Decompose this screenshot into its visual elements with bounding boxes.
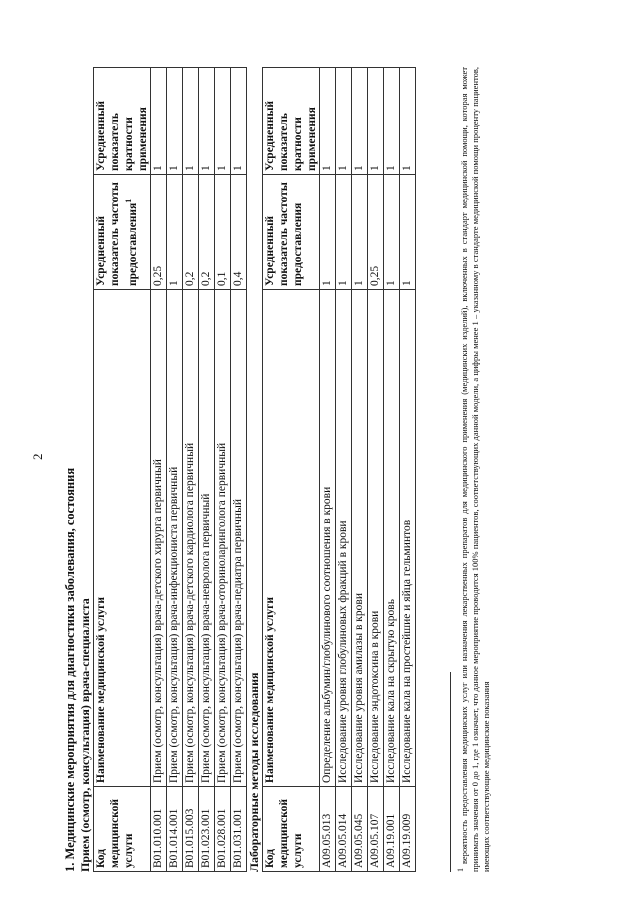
cell-code: A09.05.014	[336, 787, 352, 872]
table-row	[384, 68, 400, 872]
section-title: 1. Медицинские мероприятия для диагностики заболевания, состояния	[63, 467, 77, 872]
cell-name: Исследование уровня амилазы в крови	[352, 290, 368, 787]
table-row	[400, 68, 416, 872]
header-multiplicity: Усредненный показатель кратности применения	[94, 68, 151, 175]
cell-frequency: 1	[336, 175, 352, 290]
cell-code: A09.05.013	[320, 787, 336, 872]
cell-name: Исследование кала на скрытую кровь	[384, 290, 400, 787]
header-code: Код медицинской услуги	[94, 787, 151, 872]
footnote-text: вероятность предоставления медицинских услуг или назначения лекарственных препаратов для медицинского применения (медицинских изделий), включенных в стандарт медицинской помощи, которая может принимать значения от 0 до 1, где 1 означает, что данное мероприятие проводится 100% пациентов, соответствующих данной модели, а цифры менее 1 – указанному в стандарте медицинской помощи проценту пациентов, имеющих соответствующие медицинские показания	[458, 67, 491, 872]
table-header-row	[94, 68, 151, 872]
cell-multiplicity: 1	[199, 68, 215, 175]
cell-code: B01.028.001	[215, 787, 231, 872]
cell-frequency: 1	[320, 175, 336, 290]
cell-name: Исследование уровня глобулиновых фракций в крови	[336, 290, 352, 787]
table-row	[167, 68, 183, 872]
cell-frequency: 0,2	[183, 175, 199, 290]
rotated-page-content	[62, 64, 542, 872]
cell-frequency: 0,4	[231, 175, 247, 290]
cell-frequency: 1	[167, 175, 183, 290]
cell-name: Прием (осмотр, консультация) врача-детского кардиолога первичный	[183, 290, 199, 787]
cell-multiplicity: 1	[368, 68, 384, 175]
header-name: Наименование медицинской услуги	[94, 290, 151, 787]
table-row	[183, 68, 199, 872]
cell-multiplicity: 1	[384, 68, 400, 175]
table-row	[368, 68, 384, 872]
cell-multiplicity: 1	[320, 68, 336, 175]
cell-code: B01.023.001	[199, 787, 215, 872]
cell-code: B01.031.001	[231, 787, 247, 872]
cell-code: A09.05.045	[352, 787, 368, 872]
subsection-title-lab: Лабораторные методы исследования	[247, 672, 261, 872]
cell-name: Прием (осмотр, консультация) врача-инфекциониста первичный	[167, 290, 183, 787]
cell-multiplicity: 1	[167, 68, 183, 175]
cell-frequency: 1	[400, 175, 416, 290]
laboratory-methods-table	[262, 67, 416, 872]
header-code: Код медицинской услуги	[263, 787, 320, 872]
cell-multiplicity: 1	[231, 68, 247, 175]
cell-code: A09.19.009	[400, 787, 416, 872]
footnote-divider	[450, 672, 451, 872]
header-multiplicity: Усредненный показатель кратности применения	[263, 68, 320, 175]
footnote-marker: 1	[124, 198, 133, 203]
cell-multiplicity: 1	[352, 68, 368, 175]
cell-code: A09.19.001	[384, 787, 400, 872]
cell-multiplicity: 1	[215, 68, 231, 175]
table-row	[151, 68, 167, 872]
cell-frequency: 0,25	[368, 175, 384, 290]
cell-name: Определение альбумин/глобулинового соотношения в крови	[320, 290, 336, 787]
cell-code: B01.014.001	[167, 787, 183, 872]
table-row	[352, 68, 368, 872]
specialist-consultations-table	[93, 67, 247, 872]
cell-code: A09.05.107	[368, 787, 384, 872]
cell-name: Прием (осмотр, консультация) врача-невролога первичный	[199, 290, 215, 787]
subsection-title-specialist: Прием (осмотр, консультация) врача-специалиста	[78, 598, 92, 872]
table-row	[320, 68, 336, 872]
header-name: Наименование медицинской услуги	[263, 290, 320, 787]
table-row	[231, 68, 247, 872]
page-number: 2	[30, 453, 45, 460]
cell-frequency: 0,25	[151, 175, 167, 290]
cell-name: Исследование кала на простейшие и яйца гельминтов	[400, 290, 416, 787]
table-row	[199, 68, 215, 872]
cell-code: B01.015.003	[183, 787, 199, 872]
cell-name: Прием (осмотр, консультация) врача-оториноларинголога первичный	[215, 290, 231, 787]
cell-name: Прием (осмотр, консультация) врача-детского хирурга первичный	[151, 290, 167, 787]
table-header-row	[263, 68, 320, 872]
cell-name: Прием (осмотр, консультация) врача-педиатра первичный	[231, 290, 247, 787]
cell-frequency: 0,1	[215, 175, 231, 290]
cell-multiplicity: 1	[400, 68, 416, 175]
cell-name: Исследование эндотоксина в крови	[368, 290, 384, 787]
cell-multiplicity: 1	[183, 68, 199, 175]
footnote: 1 вероятность предоставления медицинских услуг или назначения лекарственных препаратов для медицинского применения (медицинских изделий), включенных в стандарт медицинской помощи, которая может принимать значения от 0 до 1, где 1 означает, что данное мероприятие проводится 100% пациентов, соответствующих данной модели, а цифры менее 1 – указанному в стандарте медицинской помощи проценту пациентов, имеющих соответствующие медицинские показания	[456, 67, 491, 872]
cell-code: B01.010.001	[151, 787, 167, 872]
table-row	[215, 68, 231, 872]
header-frequency: Усредненный показатель частоты предоставления	[263, 175, 320, 290]
table-row	[336, 68, 352, 872]
cell-frequency: 1	[352, 175, 368, 290]
cell-multiplicity: 1	[151, 68, 167, 175]
header-frequency: Усредненный показатель частоты предоставления$^1$	[94, 175, 151, 290]
cell-multiplicity: 1	[336, 68, 352, 175]
cell-frequency: 1	[384, 175, 400, 290]
cell-frequency: 0,2	[199, 175, 215, 290]
